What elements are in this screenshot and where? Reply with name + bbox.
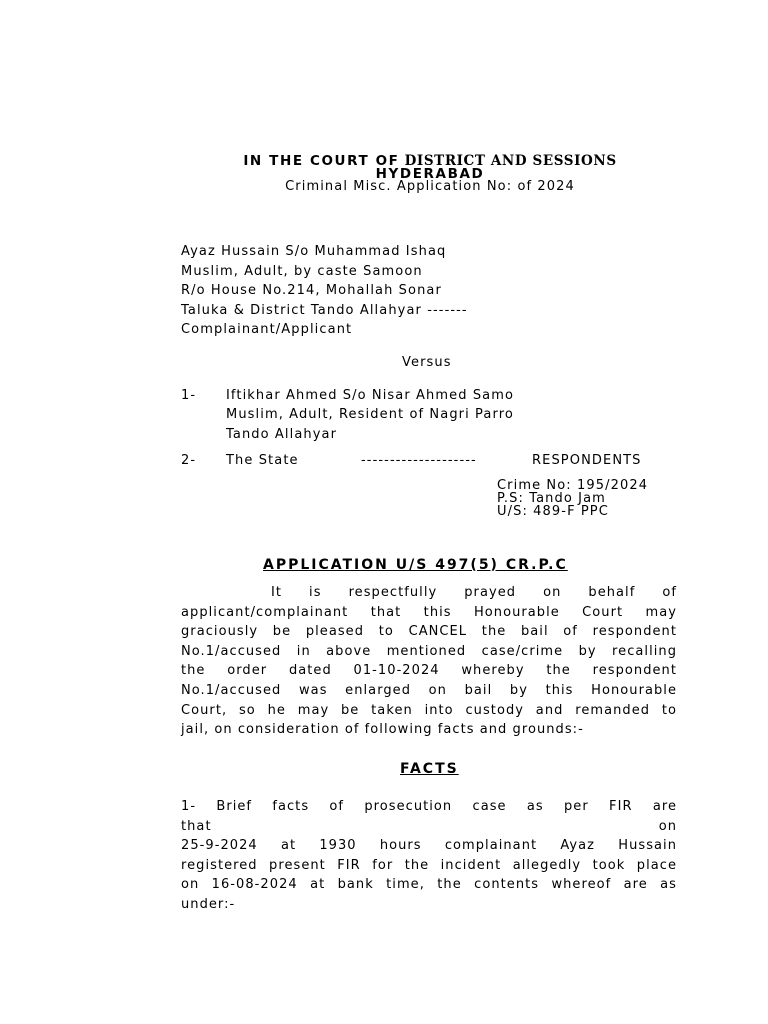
applicant-line: Taluka & District Tando Allahyar ------- bbox=[181, 303, 468, 318]
prayer-line: No.1/accused was enlarged on bail by this Honourable bbox=[181, 682, 677, 698]
application-heading: APPLICATION U/S 497(5) CR.P.C bbox=[263, 557, 568, 573]
facts-paragraph bbox=[181, 797, 677, 915]
prayer-line: No.1/accused in above mentioned case/crime by recalling bbox=[181, 643, 677, 659]
police-station: P.S: Tando Jam bbox=[497, 491, 606, 506]
court-name: DISTRICT AND SESSIONS bbox=[404, 153, 617, 169]
respondent-1-line: Iftikhar Ahmed S/o Nisar Ahmed Samo bbox=[226, 388, 515, 403]
facts-heading: FACTS bbox=[400, 761, 459, 777]
respondent-2-name: The State bbox=[226, 453, 299, 468]
prayer-line: the order dated 01-10-2024 whereby the respondent bbox=[181, 663, 677, 679]
respondent-1-number: 1- bbox=[181, 388, 197, 403]
applicant-line: Muslim, Adult, by caste Samoon bbox=[181, 264, 423, 279]
applicant-line: Ayaz Hussain S/o Muhammad Ishaq bbox=[181, 244, 447, 259]
prayer-line: applicant/complainant that this Honourable Court may bbox=[181, 604, 677, 620]
respondents-label: RESPONDENTS bbox=[532, 453, 642, 468]
respondent-2-number: 2- bbox=[181, 453, 197, 468]
prayer-paragraph bbox=[181, 583, 677, 740]
prayer-line: Court, so he may be taken into custody and remanded to bbox=[181, 702, 677, 718]
crime-number: Crime No: 195/2024 bbox=[497, 478, 649, 493]
versus-label: Versus bbox=[402, 355, 452, 370]
prayer-line: It is respectfully prayed on behalf of bbox=[271, 585, 677, 600]
prayer-line: graciously be pleased to CANCEL the bail of respondent bbox=[181, 624, 677, 640]
application-number: Criminal Misc. Application No: of 2024 bbox=[285, 179, 575, 194]
applicant-role: Complainant/Applicant bbox=[181, 322, 353, 337]
facts-line: that on bbox=[181, 818, 677, 834]
respondent-2-dashes: -------------------- bbox=[361, 453, 477, 468]
court-city: HYDERABAD bbox=[375, 166, 485, 182]
penal-section: U/S: 489-F PPC bbox=[497, 504, 609, 519]
prayer-line: jail, on consideration of following facts and grounds:- bbox=[181, 722, 584, 738]
respondent-1-line: Tando Allahyar bbox=[226, 427, 338, 442]
facts-line: 25-9-2024 at 1930 hours complainant Ayaz Hussain bbox=[181, 838, 677, 854]
facts-line: registered present FIR for the incident allegedly took place bbox=[181, 857, 677, 873]
court-prefix: IN THE COURT OF bbox=[243, 153, 400, 169]
respondent-1-line: Muslim, Adult, Resident of Nagri Parro bbox=[226, 407, 514, 422]
applicant-line: R/o House No.214, Mohallah Sonar bbox=[181, 283, 442, 298]
facts-line: 1- Brief facts of prosecution case as per FIR are bbox=[181, 799, 677, 814]
facts-line: under:- bbox=[181, 896, 236, 912]
facts-line: on 16-08-2024 at bank time, the contents whereof are as bbox=[181, 877, 677, 893]
